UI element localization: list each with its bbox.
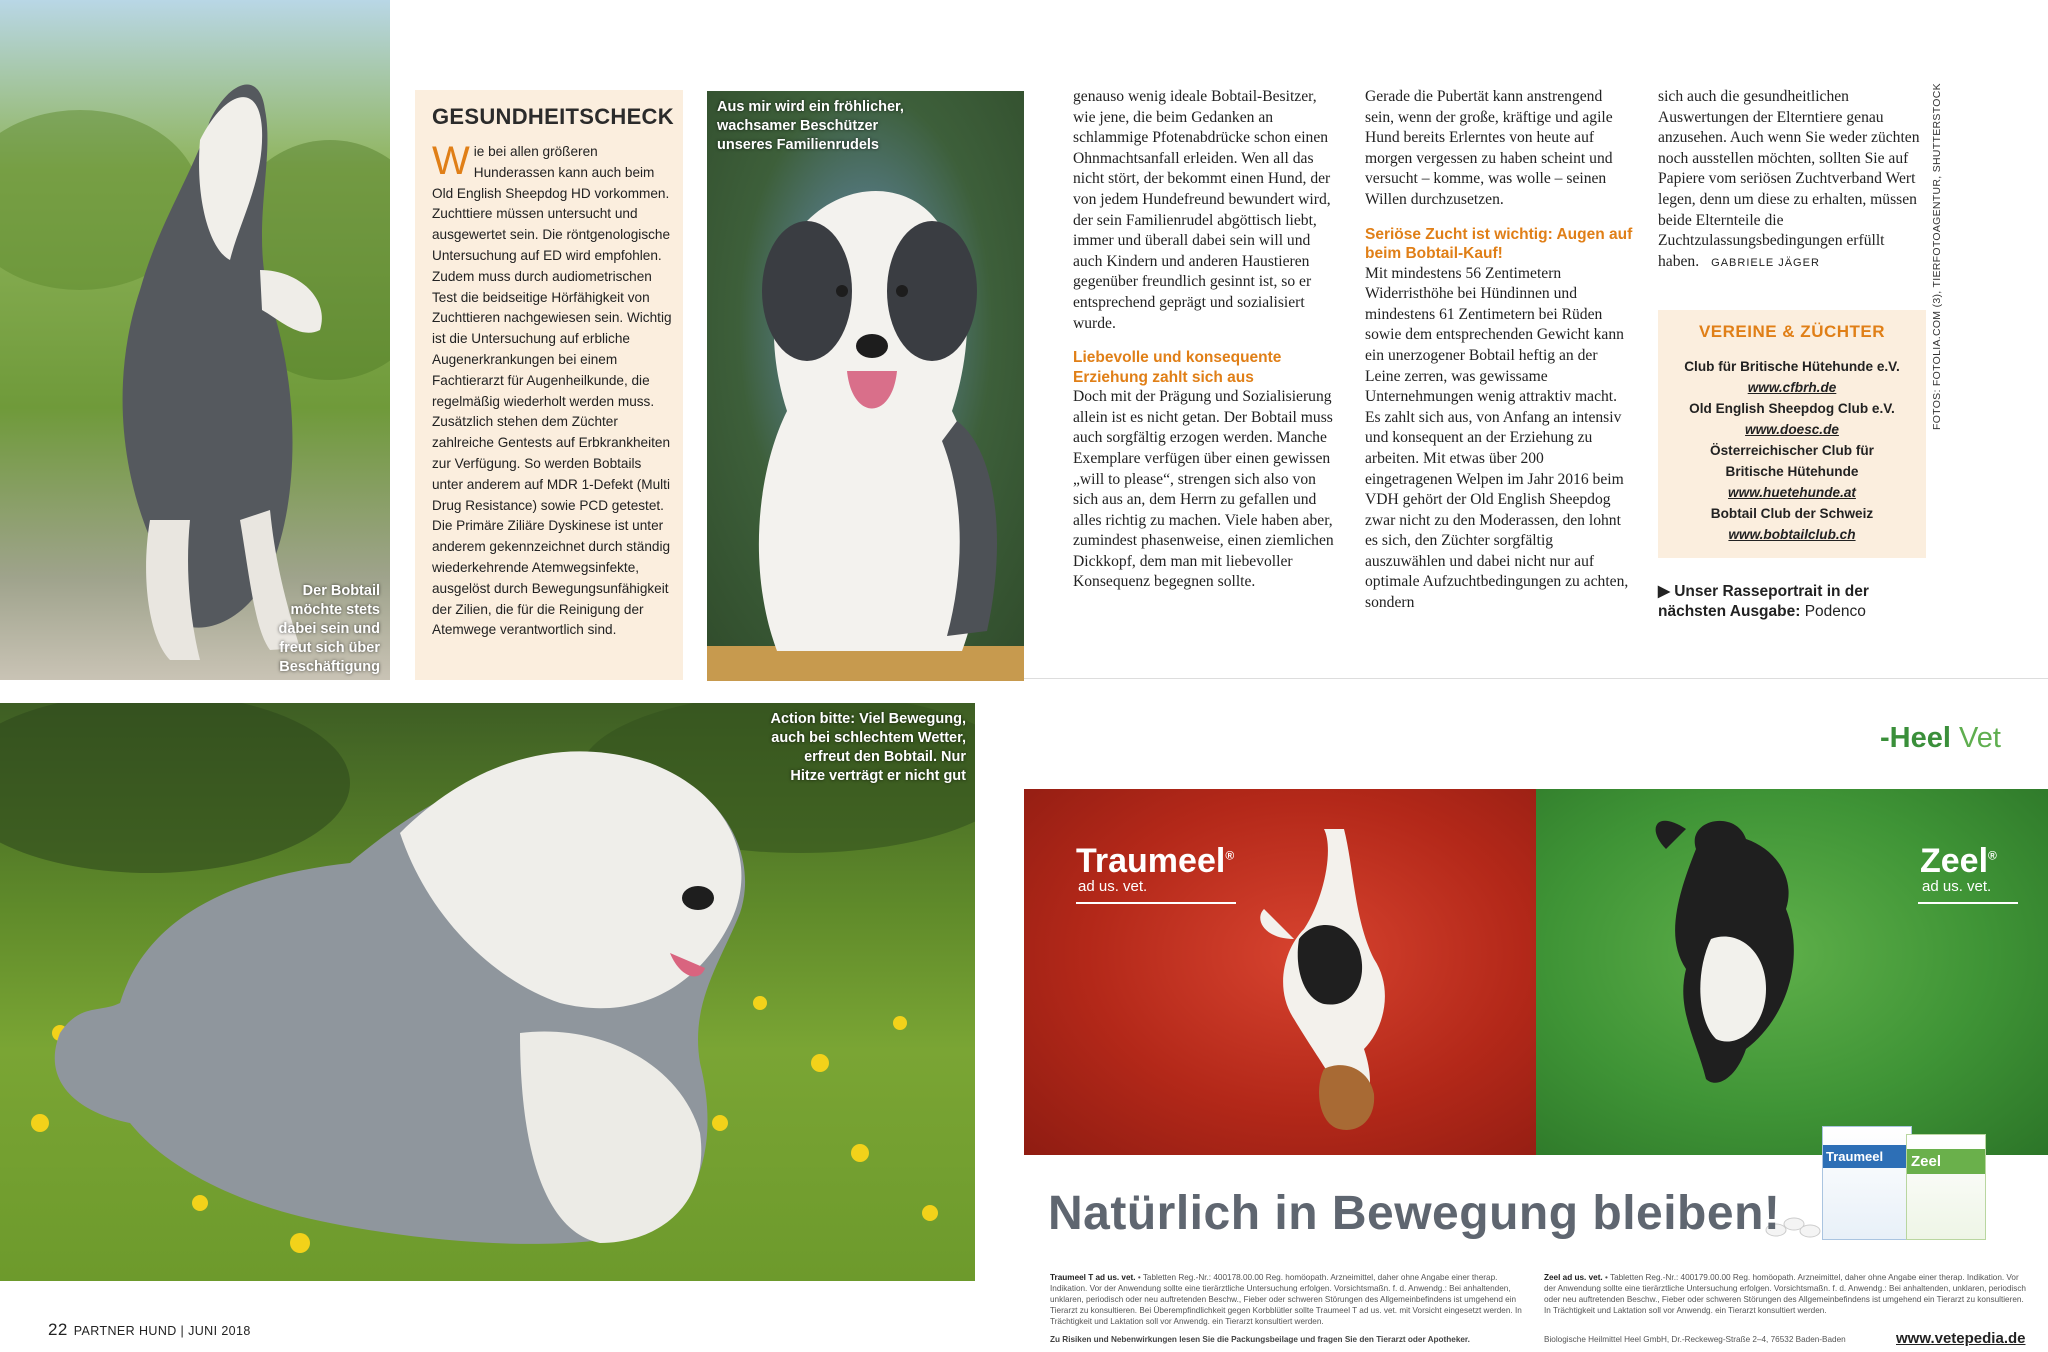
traumeel-brand: Traumeel® — [1076, 842, 1235, 880]
club-link[interactable]: www.bobtailclub.ch — [1728, 527, 1856, 542]
club-name: Old English Sheepdog Club e.V. — [1689, 401, 1895, 416]
article-paragraph: genauso wenig ideale Bobtail-Besitzer, wie jene, die beim Gedanken an schlammige Pfotenabdrücke schon einen Ohnmachtsanfall erleiden. Wen all das nicht stört, der bekommt einen Hund, der von jedem Hundefreund bewundert wird, der sein Familienrudel abgöttisch liebt, immer und überall dabei sein will und auch Kindern und anderen Haustieren gegenüber freundlich gesinnt ist, so er entsprechend geprägt und sozialisiert wurde. — [1073, 88, 1331, 332]
clubs-box-content — [1666, 322, 1918, 545]
heel-vet-logo: -Heel Vet — [1880, 722, 2001, 754]
page-number: 22 — [48, 1320, 68, 1339]
photo-puppy — [707, 91, 1024, 681]
article-paragraph: Mit mindestens 56 Zentimetern Widerristhöhe bei Hündinnen und mindestens 61 Zentimetern bei Rüden sowie dem entsprechenden Gewicht kann ein unerzogener Bobtail heftig an der Leine zerren, was gewissame Unternehmungen wenig attraktiv macht. Es zahlt sich aus, von Anfang an intensiv und konsequent an der Erziehung zu arbeiten. Mit etwas über 200 eingetragenen Welpen im Jahr 2016 beim VDH gehört der Old English Sheepdog zwar nicht zu den Moderassen, den lohnt es sich, den Züchter sorgfältig auszuwählen und dabei nicht nur auf optimale Aufzuchtbedingungen zu achten, sondern — [1365, 264, 1629, 612]
ad-fineprint-right: Zeel ad us. vet. • Tabletten Reg.-Nr.: 400179.00.00 Reg. homöopath. Arzneimittel, daher ohne Angabe einer therap. Indikation. Vor der Anwendung sollte eine tierärztliche Untersuchung erfolgen. Vorsichtsmaßn. f. d. Anwendg.: Bei anhaltenden, unklaren, periodisch oder neu auftretenden Beschw., Fieber oder schweren Störungen des Allgemeinbefindens ist umgehend ein Tierarzt zu konsultieren. In Trächtigkeit und Laktation soll vor Anwendg. ein Tierarzt konsultiert werden. — [1544, 1273, 2026, 1315]
magazine-name: PARTNER HUND | JUNI 2018 — [73, 1324, 251, 1338]
club-link[interactable]: www.huetehunde.at — [1728, 485, 1856, 500]
article-paragraph: sich auch die gesundheitlichen Auswertungen der Elterntiere genau anzusehen. Auch wenn Sie weder züchten noch ausstellen möchten, sollten Sie auf Papiere vom seriösen Zuchtverband Wert legen, denn um diese zu erhalten, müssen beide Elternteile die Zuchtzulassungsbedingungen erfüllt haben. GABRIELE JÄGER — [1658, 88, 1920, 270]
article-paragraph: Gerade die Pubertät kann anstrengend sein, wenn der große, kräftige und agile Hund bereits Erlerntes von heute auf morgen vergessen zu haben scheint und versucht – komme, was wolle – seinen Willen durchzusetzen. — [1365, 88, 1613, 208]
page-footer — [48, 1320, 251, 1340]
traumeel-sub: ad us. vet. — [1078, 878, 1148, 895]
club-name: Bobtail Club der Schweiz — [1710, 506, 1874, 521]
zeel-sub: ad us. vet. — [1922, 878, 1992, 895]
divider — [1024, 678, 2048, 679]
article-subheading: Liebevolle und konsequente Erziehung zahlt sich aus — [1073, 349, 1282, 386]
health-box-text: Wie bei allen größeren Hunderassen kann auch beim Old English Sheepdog HD vorkommen. Zuchttiere müssen untersucht und ausgewertet sein. Die röntgenologische Untersuchung auf ED wird empfohlen. Zudem muss durch audiometrischen Test die beidseitige Hörfähigkeit von Zuchttieren nachgewiesen sein. Wichtig ist die Untersuchung auf erbliche Augenerkrankungen bei einem Fachtierarzt für Augenheilkunde, die regelmäßig wiederholt werden muss. Zusätzlich stehen dem Züchter zahlreiche Gentests auf Erbkrankheiten zur Verfügung. So werden Bobtails unter anderem auf MDR 1-Defekt (Multi Drug Resistance) sowie PCD getestet. Die Primäre Ziliäre Dyskinese ist unter anderem gekennzeichnet durch ständig wiederkehrende Atemwegsinfekte, ausgelöst durch Bewegungsunfähigkeit der Zilien, die für die Reinigung der Atemwege verantwortlich sind. — [432, 139, 672, 638]
article-column-1 — [1073, 87, 1341, 593]
zeel-product-box: Zeel — [1906, 1134, 1986, 1240]
traumeel-product-box: Traumeel — [1822, 1126, 1912, 1240]
next-issue-teaser: ▶ Unser Rasseportrait in der nächsten Ausgabe: Podenco — [1658, 583, 1869, 620]
club-name: Österreichischer Club für Britische Hütehunde — [1710, 443, 1874, 479]
article-subheading: Seriöse Zucht ist wichtig: Augen auf beim Bobtail-Kauf! — [1365, 225, 1633, 263]
club-link[interactable]: www.doesc.de — [1745, 422, 1839, 437]
photo-dog-running — [0, 703, 975, 1281]
clubs-title: VEREINE & ZÜCHTER — [1698, 322, 1886, 341]
ad-slogan: Natürlich in Bewegung bleiben! — [1048, 1187, 1781, 1240]
photo-dog-standing — [0, 0, 390, 680]
running-caption: Action bitte: Viel Bewegung, auch bei schlechtem Wetter, erfreut den Bobtail. Nur Hitze verträgt er nicht gut — [770, 711, 966, 784]
vetepedia-link[interactable]: www.vetepedia.de — [1896, 1330, 2026, 1347]
health-box-content — [432, 104, 672, 641]
club-name: Club für Britische Hütehunde e.V. — [1684, 359, 1900, 374]
photo-credit: FOTOS: FOTOLIA.COM (3), TIERFOTOAGENTUR, SHUTTERSTOCK — [1931, 83, 1943, 430]
zeel-brand: Zeel® — [1920, 842, 1997, 880]
dog-standing-caption: Der Bobtail möchte stets dabei sein und freut sich über Beschäftigung — [278, 583, 380, 675]
club-link[interactable]: www.cfbrh.de — [1747, 380, 1837, 395]
zeel-underline — [1918, 902, 2018, 904]
article-column-3 — [1658, 87, 1928, 273]
ad-company: Biologische Heilmittel Heel GmbH, Dr.-Reckeweg-Straße 2–4, 76532 Baden-Baden — [1544, 1335, 1846, 1344]
arrow-icon: ▶ — [1658, 583, 1670, 600]
ad-risk-note: Zu Risiken und Nebenwirkungen lesen Sie die Packungsbeilage und fragen Sie den Tierarzt oder Apotheker. — [1050, 1335, 1470, 1344]
author: GABRIELE JÄGER — [1711, 256, 1820, 269]
ad-fineprint-left: Traumeel T ad us. vet. • Tabletten Reg.-Nr.: 400178.00.00 Reg. homöopath. Arzneimittel, daher ohne Angabe einer therap. Indikation. Vor der Anwendung sollte eine tierärztliche Untersuchung erfolgen. Vorsichtsmaßn. f. d. Anwendg.: Bei anhaltenden, unklaren, periodisch oder neu auftretenden Beschw., Fieber oder schweren Störungen des Allgemeinbefindens ist umgehend ein Tierarzt zu konsultieren. Bei Überempfindlichkeit gegen Korbblütler sollte Traumeel T ad us. vet. mit Vorsicht eingesetzt werden. In Trächtigkeit und Laktation soll vor Anwendg. ein Tierarzt konsultiert werden. — [1050, 1273, 1522, 1326]
health-box-title: GESUNDHEITSCHECK — [432, 104, 674, 129]
traumeel-underline — [1076, 902, 1236, 904]
puppy-caption: Aus mir wird ein fröhlicher, wachsamer Beschützer unseres Familienrudels — [717, 99, 904, 153]
article-column-2 — [1365, 87, 1635, 614]
article-paragraph: Doch mit der Prägung und Sozialisierung allein ist es nicht getan. Der Bobtail muss auch sorgfältig erzogen werden. Manche Exemplare verfügen über einen gewissen „will to please“, strengen sich also von sich aus an, dem Herrn zu gefallen und alles richtig zu machen. Viele haben aber, zumindest phasenweise, einen ziemlichen Dickkopf, dem man mit liebevoller Konsequenz begegnen sollte. — [1073, 388, 1334, 591]
dropcap: W — [432, 139, 470, 183]
